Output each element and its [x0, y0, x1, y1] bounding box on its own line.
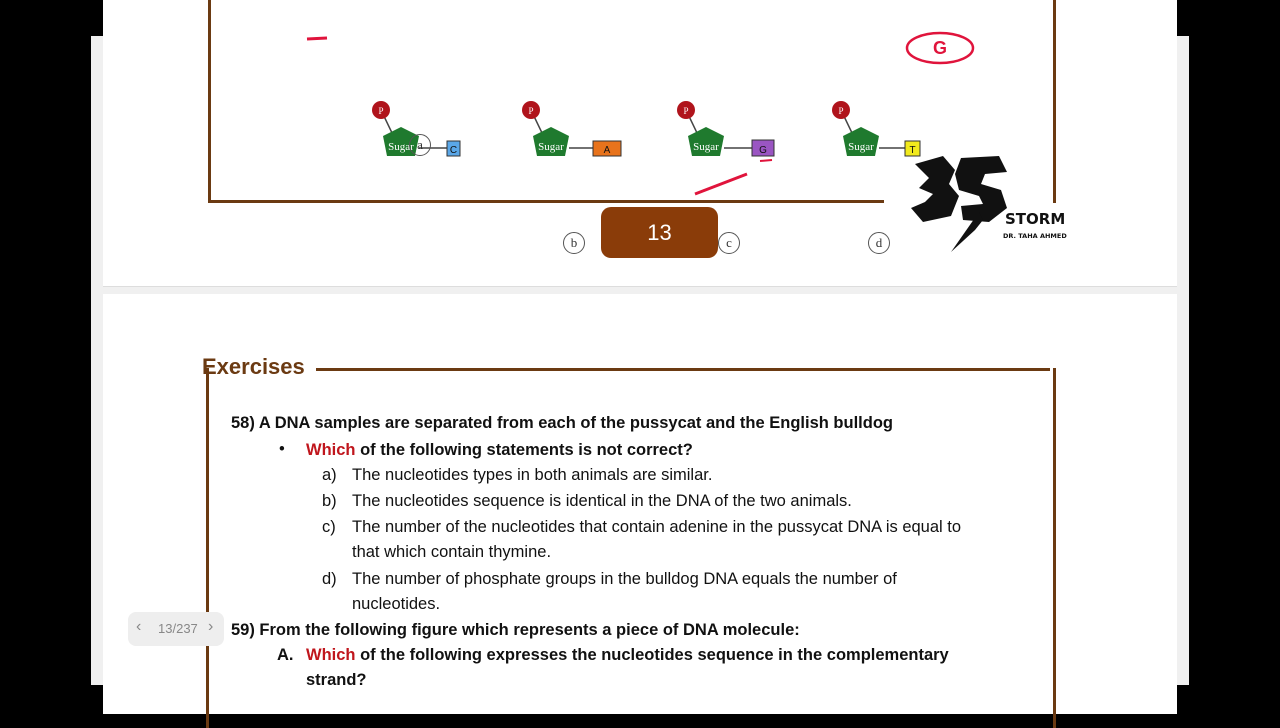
- option-58c-text-line1: The number of the nucleotides that contain adenine in the pussycat DNA is equal to: [352, 518, 962, 536]
- question-58-bullet-icon: •: [279, 440, 285, 458]
- option-58a-letter: a): [322, 466, 337, 484]
- nucleotide-label-a: a: [409, 134, 431, 156]
- handwriting-mark: [303, 32, 333, 44]
- question-59a-prompt: Which of the following expresses the nucleotides sequence in the complementary: [306, 646, 949, 664]
- svg-text:G: G: [759, 145, 767, 156]
- svg-text:Sugar: Sugar: [538, 141, 564, 153]
- nucleotide-label-c: c: [718, 232, 740, 254]
- svg-text:C: C: [449, 145, 458, 156]
- option-58c-text-line2: that which contain thymine.: [352, 543, 552, 561]
- question-58-prompt: Which of the following statements is not correct?: [306, 441, 693, 459]
- svg-text:Sugar: Sugar: [848, 141, 874, 153]
- exercises-title: Exercises: [202, 354, 305, 379]
- svg-text:A: A: [603, 145, 611, 156]
- nucleotide-b-diagram: [521, 100, 631, 180]
- nucleotide-c-diagram: [676, 100, 786, 180]
- svg-text:Sugar: Sugar: [693, 141, 719, 153]
- next-page-icon[interactable]: ›: [208, 618, 214, 635]
- svg-text:G: G: [932, 38, 948, 58]
- svg-text:P: P: [378, 106, 384, 116]
- pdf-viewer[interactable]: [91, 36, 1189, 689]
- option-58b-letter: b): [322, 492, 337, 510]
- svg-text:T: T: [909, 145, 916, 156]
- svg-text:P: P: [838, 106, 844, 116]
- nucleotide-label-d: d: [868, 232, 890, 254]
- svg-text:P: P: [528, 106, 534, 116]
- page-number-badge: 13: [601, 207, 718, 258]
- handwritten-circle-g: [903, 36, 983, 71]
- nucleotide-a: [371, 100, 491, 240]
- option-58d-text-line1: The number of phosphate groups in the bulldog DNA equals the number of: [352, 570, 897, 588]
- prev-page-icon[interactable]: ‹: [136, 618, 142, 635]
- option-58c-letter: c): [322, 518, 336, 536]
- page-indicator: 13/237: [158, 621, 198, 636]
- storm-logo: [903, 150, 1067, 255]
- svg-text:P: P: [683, 106, 689, 116]
- question-59-stem: 59) From the following figure which represents a piece of DNA molecule:: [231, 621, 800, 639]
- svg-text:Sugar: Sugar: [388, 141, 414, 153]
- option-58a-text: The nucleotides types in both animals are similar.: [352, 466, 713, 484]
- nucleotide-label-b: b: [563, 232, 585, 254]
- question-59a-prompt-cont: strand?: [306, 671, 367, 689]
- question-58-stem: 58) A DNA samples are separated from each of the pussycat and the English bulldog: [231, 414, 893, 432]
- option-58d-letter: d): [322, 570, 337, 588]
- pdf-page-13: [103, 0, 1177, 287]
- pdf-page-14: [103, 294, 1177, 714]
- svg-text:STORM: STORM: [1005, 210, 1066, 228]
- question-59a-letter: A.: [277, 646, 294, 664]
- handwritten-strike: [691, 170, 751, 200]
- page-navigator[interactable]: [128, 612, 224, 646]
- option-58d-text-line2: nucleotides.: [352, 595, 441, 613]
- svg-text:DR. TAHA AHMED: DR. TAHA AHMED: [1003, 232, 1067, 240]
- option-58b-text: The nucleotides sequence is identical in the DNA of the two animals.: [352, 492, 852, 510]
